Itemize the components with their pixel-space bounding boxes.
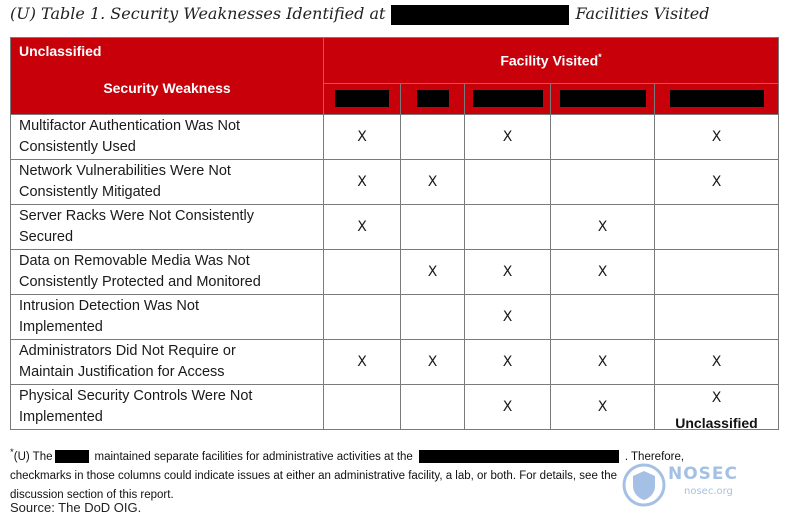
table-row	[11, 205, 779, 250]
check-mark: X	[427, 354, 438, 370]
facility-mark-cell	[401, 250, 465, 295]
facility-mark-cell	[655, 340, 779, 385]
table-title	[10, 4, 709, 25]
weakness-text-line: Implemented	[19, 319, 103, 335]
facility-footnote-marker: *	[598, 51, 602, 62]
check-mark: X	[597, 354, 608, 370]
footnote-part1: (U) The	[13, 450, 53, 463]
weakness-text-line: Consistently Protected and Monitored	[19, 274, 261, 290]
weakness-text-line: Data on Removable Media Was Not	[19, 253, 250, 269]
weakness-cell	[11, 160, 324, 205]
security-weakness-table	[10, 37, 779, 430]
facility-mark-cell	[465, 160, 551, 205]
table-row	[11, 160, 779, 205]
facility-mark-cell	[551, 205, 655, 250]
weakness-cell	[11, 205, 324, 250]
facility-mark-cell	[324, 340, 401, 385]
check-mark: X	[502, 264, 513, 280]
facility-mark-cell	[551, 340, 655, 385]
facility-mark-cell	[465, 115, 551, 160]
table-body	[11, 115, 779, 430]
facility-mark-cell	[465, 250, 551, 295]
weakness-header-cell	[11, 38, 324, 115]
check-mark: X	[711, 129, 722, 145]
footnote-redaction-1	[55, 450, 89, 463]
weakness-text-line: Secured	[19, 229, 74, 245]
check-mark: X	[427, 264, 438, 280]
facility-mark-cell	[655, 160, 779, 205]
facility-column-1	[324, 83, 401, 114]
check-mark: X	[502, 399, 513, 415]
footnote-part2: maintained separate facilities for administrative activities at the	[94, 450, 413, 463]
facility-column-4	[551, 83, 655, 114]
weakness-text-line: Multifactor Authentication Was Not	[19, 118, 241, 134]
facility-mark-cell	[655, 385, 779, 430]
table-row	[11, 115, 779, 160]
facility-redaction	[417, 90, 449, 107]
facility-mark-cell	[324, 295, 401, 340]
weakness-text-line: Implemented	[19, 409, 103, 425]
check-mark: X	[502, 129, 513, 145]
check-mark: X	[357, 129, 367, 145]
check-mark: X	[597, 219, 608, 235]
footnote-redaction-2	[419, 450, 619, 463]
facility-mark-cell	[655, 295, 779, 340]
title-redaction	[391, 5, 569, 25]
weakness-text-line: Administrators Did Not Require or	[19, 343, 236, 359]
weakness-text-line: Consistently Used	[19, 139, 136, 155]
facility-mark-cell	[324, 160, 401, 205]
check-mark: X	[427, 174, 438, 190]
watermark	[622, 462, 752, 508]
facility-mark-cell	[551, 385, 655, 430]
weakness-text-line: Physical Security Controls Were Not	[19, 388, 253, 404]
weakness-text-line: Maintain Justification for Access	[19, 364, 225, 380]
check-mark: X	[711, 174, 722, 190]
facility-visited-label: Facility Visited	[500, 52, 599, 69]
facility-redaction	[560, 90, 646, 107]
weakness-cell	[11, 340, 324, 385]
check-mark: X	[502, 309, 513, 325]
facility-redaction	[335, 90, 389, 107]
check-mark: X	[711, 354, 722, 370]
facility-mark-cell	[655, 115, 779, 160]
weakness-text-line: Server Racks Were Not Consistently	[19, 208, 255, 224]
facility-mark-cell	[551, 160, 655, 205]
footnote-marker: *	[10, 447, 14, 458]
facility-column-3	[465, 83, 551, 114]
watermark-url: nosec.org	[684, 486, 733, 497]
check-mark: X	[597, 399, 608, 415]
check-mark: X	[597, 264, 608, 280]
weakness-text-line: Consistently Mitigated	[19, 184, 161, 200]
shield-watermark-icon	[622, 462, 666, 508]
facility-mark-cell	[401, 205, 465, 250]
facility-mark-cell	[324, 115, 401, 160]
facility-mark-cell	[324, 205, 401, 250]
facility-redaction	[473, 90, 543, 107]
weakness-text-line: Network Vulnerabilities Were Not	[19, 163, 231, 179]
check-mark: X	[711, 390, 722, 406]
facility-mark-cell	[324, 385, 401, 430]
table-title-prefix: (U) Table 1. Security Weaknesses Identified at	[10, 4, 386, 23]
header-classification: Unclassified	[19, 43, 102, 59]
weakness-cell	[11, 115, 324, 160]
check-mark: X	[357, 219, 367, 235]
facility-redaction	[670, 90, 764, 107]
table-row	[11, 385, 779, 430]
weakness-cell	[11, 250, 324, 295]
facility-mark-cell	[324, 250, 401, 295]
weakness-cell	[11, 385, 324, 430]
source-note: Source: The DoD OIG.	[10, 500, 142, 515]
check-mark: X	[357, 174, 367, 190]
check-mark: X	[502, 354, 513, 370]
facility-mark-cell	[465, 385, 551, 430]
facility-mark-cell	[401, 115, 465, 160]
facility-mark-cell	[551, 115, 655, 160]
footnote-line-2: checkmarks in those columns could indicate issues at either an administrative facility, a lab, or both. For details, see the	[10, 469, 618, 482]
facility-mark-cell	[465, 295, 551, 340]
watermark-name: NOSEC	[668, 464, 739, 484]
weakness-text-line: Intrusion Detection Was Not	[19, 298, 199, 314]
facility-mark-cell	[401, 295, 465, 340]
bottom-classification: Unclassified	[675, 415, 758, 431]
facility-column-5	[655, 83, 779, 114]
table-title-suffix: Facilities Visited	[575, 4, 710, 23]
facility-mark-cell	[465, 340, 551, 385]
facility-visited-header	[324, 38, 779, 84]
table-row	[11, 250, 779, 295]
facility-mark-cell	[655, 205, 779, 250]
security-weakness-header: Security Weakness	[103, 80, 231, 96]
facility-column-2	[401, 83, 465, 114]
weakness-cell	[11, 295, 324, 340]
facility-mark-cell	[401, 385, 465, 430]
table-row	[11, 295, 779, 340]
facility-mark-cell	[551, 250, 655, 295]
check-mark: X	[357, 354, 367, 370]
facility-mark-cell	[655, 250, 779, 295]
facility-mark-cell	[465, 205, 551, 250]
facility-mark-cell	[401, 160, 465, 205]
table-row	[11, 340, 779, 385]
footnote-part3: . Therefore,	[624, 450, 685, 463]
facility-mark-cell	[551, 295, 655, 340]
facility-mark-cell	[401, 340, 465, 385]
footnote-line-3: discussion section of this report.	[10, 488, 174, 501]
